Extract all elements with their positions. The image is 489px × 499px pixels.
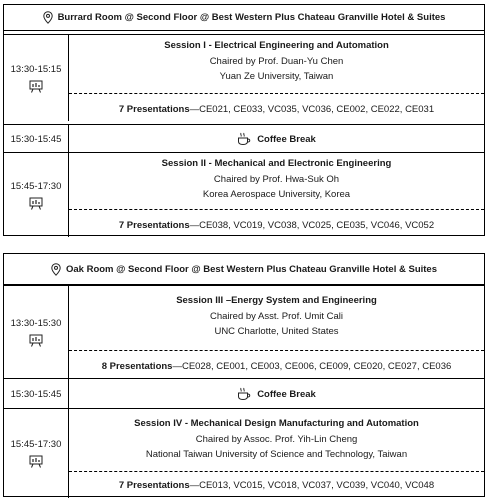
- presentations-list: —CE038, VC019, VC038, VC025, CE035, VC046, VC052: [189, 220, 435, 231]
- session-title: Session II - Mechanical and Electronic Engineering: [161, 158, 392, 169]
- presentations-line: [69, 104, 484, 115]
- session-chair: Chaired by Assoc. Prof. Yih-Lin Cheng: [195, 433, 358, 445]
- presentations-count: 7 Presentations: [118, 480, 190, 491]
- coffee-cup-icon: [237, 387, 252, 401]
- session-title: Session IV - Mechanical Design Manufacturing and Automation: [134, 418, 419, 429]
- session-affiliation: Yuan Ze University, Taiwan: [219, 71, 334, 82]
- break-row: [4, 378, 484, 409]
- session-affiliation: UNC Charlotte, United States: [214, 326, 339, 337]
- break-time: 15:30-15:45: [10, 388, 62, 400]
- presentations-line: [69, 480, 484, 491]
- presentation-board-icon: [29, 455, 43, 468]
- session-row: [4, 152, 484, 237]
- location-text: Burrard Room @ Second Floor @ Best Western Plus Chateau Granville Hotel & Suites: [57, 12, 446, 23]
- session-row: [4, 34, 484, 121]
- time-cell: [4, 379, 69, 409]
- presentations-list: —CE028, CE001, CE003, CE006, CE009, CE020, CE027, CE036: [172, 361, 452, 372]
- session-time: 13:30-15:30: [10, 318, 62, 329]
- session-content: [69, 153, 484, 237]
- time-cell: [4, 286, 69, 379]
- break-label: Coffee Break: [257, 133, 316, 145]
- schedule-block-burrard: [3, 4, 485, 236]
- session-row: [4, 285, 484, 379]
- divider: [69, 209, 484, 210]
- session-row: [4, 408, 484, 498]
- time-cell: [4, 35, 69, 121]
- presentations-list: —CE013, VC015, VC018, VC037, VC039, VC040, VC048: [189, 480, 435, 491]
- session-time: 15:45-17:30: [10, 180, 62, 192]
- presentations-line: [69, 220, 484, 231]
- session-content: [69, 409, 484, 498]
- presentations-line: [69, 361, 484, 372]
- break-time: 15:30-15:45: [10, 133, 62, 145]
- presentations-list: —CE021, CE033, VC035, VC036, CE002, CE022, CE031: [189, 104, 435, 115]
- session-affiliation: National Taiwan University of Science and Technology, Taiwan: [145, 449, 408, 460]
- session-chair: Chaired by Asst. Prof. Umit Cali: [209, 310, 344, 322]
- presentations-count: 7 Presentations: [118, 220, 190, 231]
- schedule-block-oak: [3, 253, 485, 497]
- break-label: Coffee Break: [257, 388, 316, 400]
- presentation-board-icon: [29, 334, 43, 347]
- location-header: [4, 5, 484, 31]
- session-affiliation: Korea Aerospace University, Korea: [202, 189, 351, 200]
- divider: [69, 350, 484, 351]
- session-title: Session III –Energy System and Engineering: [176, 295, 377, 306]
- session-chair: Chaired by Prof. Hwa-Suk Oh: [213, 173, 340, 185]
- location-header: [4, 254, 484, 285]
- break-content: [69, 379, 484, 409]
- presentations-count: 8 Presentations: [101, 361, 173, 372]
- time-cell: [4, 125, 69, 153]
- map-pin-icon: [43, 11, 53, 24]
- location-text: Oak Room @ Second Floor @ Best Western Plus Chateau Granville Hotel & Suites: [66, 263, 437, 275]
- presentation-board-icon: [29, 197, 43, 210]
- session-time: 13:30-15:15: [10, 63, 62, 75]
- map-pin-icon: [51, 263, 61, 276]
- break-content: [69, 125, 484, 153]
- session-time: 15:45-17:30: [10, 439, 62, 450]
- presentations-count: 7 Presentations: [118, 104, 190, 115]
- time-cell: [4, 153, 69, 237]
- session-content: [69, 286, 484, 379]
- break-row: [4, 124, 484, 153]
- coffee-cup-icon: [237, 132, 252, 146]
- time-cell: [4, 409, 69, 498]
- session-content: [69, 35, 484, 121]
- divider: [69, 93, 484, 94]
- presentation-board-icon: [29, 80, 43, 93]
- session-chair: Chaired by Prof. Duan-Yu Chen: [209, 55, 344, 67]
- divider: [69, 471, 484, 472]
- session-title: Session I - Electrical Engineering and Automation: [164, 40, 389, 51]
